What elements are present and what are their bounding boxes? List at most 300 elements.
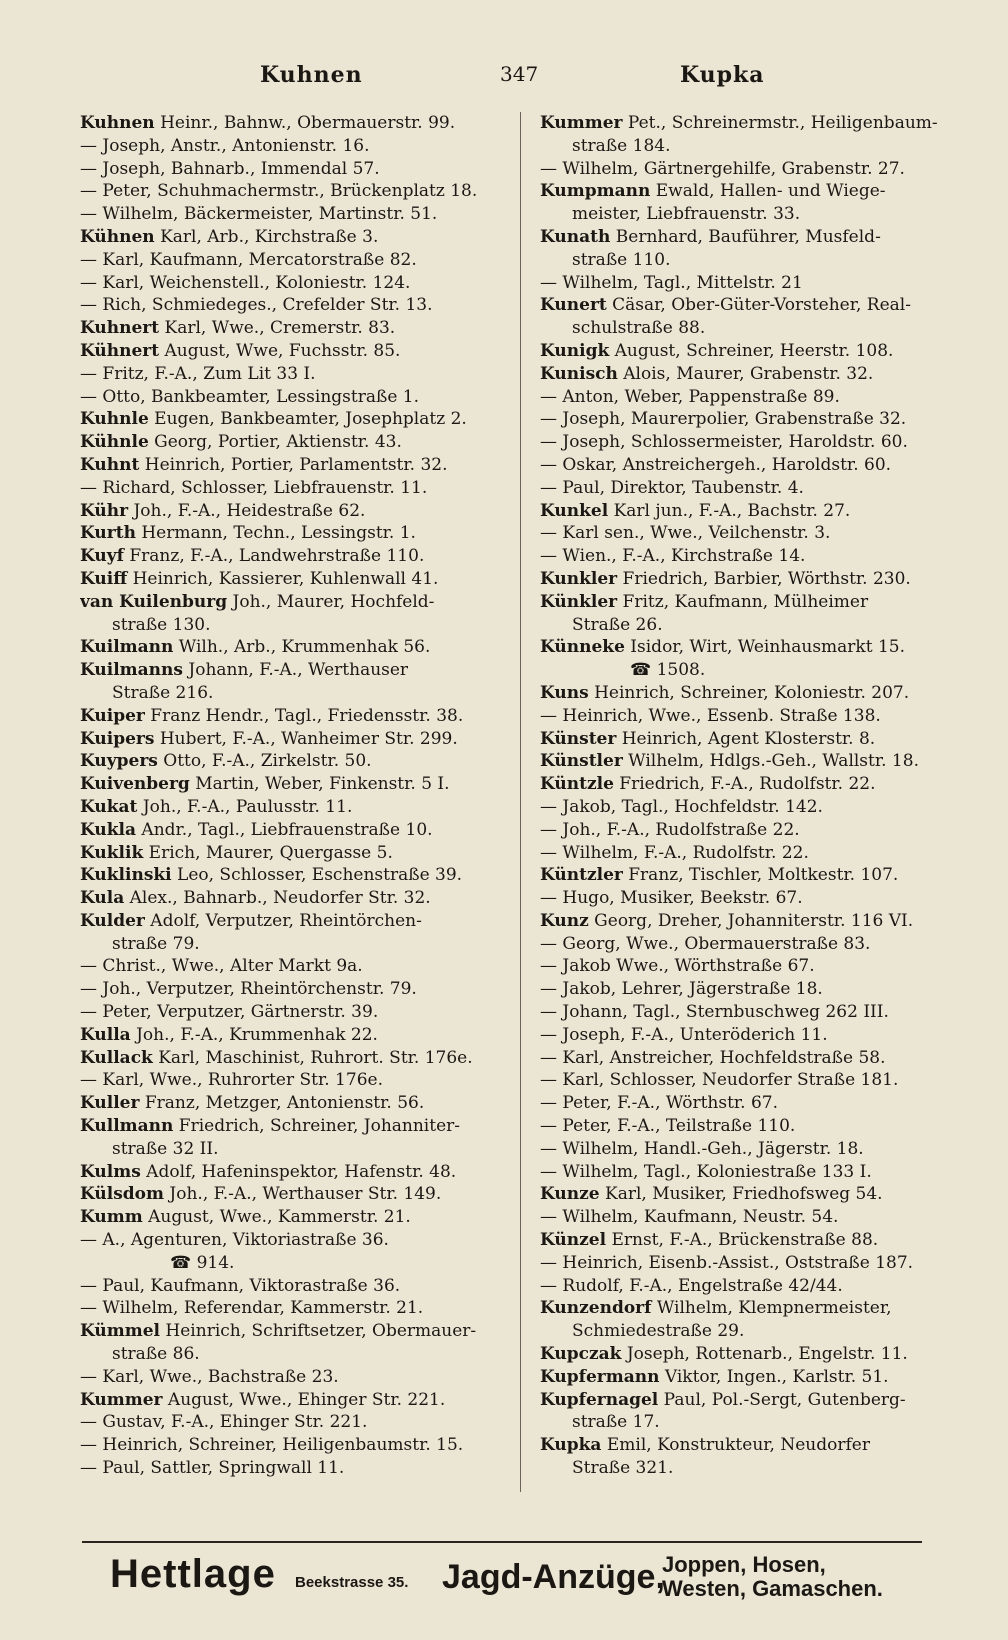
entry-name: Kurth xyxy=(80,523,136,544)
directory-entry xyxy=(80,545,504,568)
directory-entry xyxy=(540,591,964,637)
directory-entry xyxy=(80,1024,504,1047)
entry-name: — xyxy=(540,1207,563,1228)
entry-details: Alex., Bahnarb., Neudorfer Str. 32. xyxy=(124,888,431,909)
directory-entry xyxy=(540,682,964,705)
entry-name: Kuklik xyxy=(80,842,144,863)
entry-details: Hugo, Musiker, Beekstr. 67. xyxy=(562,888,803,909)
directory-entry xyxy=(80,568,504,591)
directory-entry xyxy=(80,842,504,865)
entry-name: Künneke xyxy=(540,637,625,658)
entry-continuation: schulstraße 88. xyxy=(572,318,706,339)
directory-entry xyxy=(80,340,504,363)
entry-name: — xyxy=(80,249,103,270)
entry-name: Kuipers xyxy=(80,728,155,749)
directory-entry xyxy=(540,1183,964,1206)
entry-name: Kuller xyxy=(80,1093,140,1114)
entry-details: Karl, Wwe., Cremerstr. 83. xyxy=(159,318,396,339)
entry-name: — xyxy=(80,272,103,293)
directory-entry xyxy=(80,955,504,978)
directory-entry xyxy=(80,1411,504,1434)
entry-details: Joseph, Bahnarb., Immendal 57. xyxy=(102,158,380,179)
entry-details: Franz, Metzger, Antonienstr. 56. xyxy=(139,1093,425,1114)
directory-entry xyxy=(80,249,504,272)
directory-entry xyxy=(540,454,964,477)
directory-entry xyxy=(80,773,504,796)
entry-details: Karl, Wwe., Ruhrorter Str. 176e. xyxy=(102,1070,383,1091)
column-divider xyxy=(520,112,521,1492)
entry-details: Franz, F.-A., Landwehrstraße 110. xyxy=(123,546,425,567)
entry-details: Karl, Wwe., Bachstraße 23. xyxy=(102,1366,339,1387)
entry-name: Kunkler xyxy=(540,568,618,589)
directory-entry xyxy=(80,1297,504,1320)
entry-name: Kühnert xyxy=(80,340,160,361)
entry-name: — xyxy=(540,1093,563,1114)
entry-name: — xyxy=(80,477,103,498)
directory-entry xyxy=(540,887,964,910)
entry-name: Kummer xyxy=(540,113,623,133)
entry-details: Karl, Arb., Kirchstraße 3. xyxy=(154,226,379,247)
telephone-icon: ☎ xyxy=(630,660,657,681)
entry-details: Heinrich, Portier, Parlamentstr. 32. xyxy=(139,454,448,475)
entry-details: Viktor, Ingen., Karlstr. 51. xyxy=(659,1366,889,1387)
directory-entry xyxy=(80,158,504,181)
entry-details: Heinrich, Wwe., Essenb. Straße 138. xyxy=(562,705,881,726)
directory-entry xyxy=(540,272,964,295)
directory-entry xyxy=(540,955,964,978)
entry-details: Joh., Verputzer, Rheintörchenstr. 79. xyxy=(102,979,417,1000)
entry-details: Heinrich, Schriftsetzer, Obermauer- xyxy=(160,1321,477,1342)
entry-details: Otto, Bankbeamter, Lessingstraße 1. xyxy=(102,386,420,407)
directory-entry xyxy=(80,887,504,910)
directory-entry xyxy=(80,1457,504,1480)
entry-details: Joh., F.-A., Paulusstr. 11. xyxy=(137,796,353,817)
entry-details: Georg, Dreher, Johanniterstr. 116 VI. xyxy=(588,910,914,931)
entry-name: Kupfermann xyxy=(540,1366,660,1387)
directory-entry xyxy=(540,1024,964,1047)
telephone-icon: ☎ xyxy=(170,1252,197,1273)
directory-entry xyxy=(540,408,964,431)
directory-entry xyxy=(80,1389,504,1412)
entry-name: Kuns xyxy=(540,682,589,703)
entry-details: Christ., Wwe., Alter Markt 9a. xyxy=(102,956,363,977)
entry-name: Kupka xyxy=(540,1435,602,1456)
directory-entry xyxy=(80,750,504,773)
directory-entry xyxy=(540,1138,964,1161)
entry-name: Kuivenberg xyxy=(80,774,190,795)
entry-details: Karl, Weichenstell., Koloniestr. 124. xyxy=(102,272,411,293)
entry-details: Andr., Tagl., Liebfrauenstraße 10. xyxy=(136,819,433,840)
entry-details: Friedrich, Schreiner, Johanniter- xyxy=(173,1116,460,1137)
entry-details: Wilhelm, Klempnermeister, xyxy=(651,1298,892,1319)
entry-details: Joseph, Schlossermeister, Haroldstr. 60. xyxy=(562,432,908,453)
entry-details: Rich, Schmiedeges., Crefelder Str. 13. xyxy=(102,295,433,316)
telephone-value: 1508. xyxy=(656,660,706,681)
entry-details: Joh., F.-A., Werthauser Str. 149. xyxy=(164,1184,442,1205)
advert-line-2: Westen, Gamaschen. xyxy=(662,1576,883,1601)
entry-name: — xyxy=(80,135,103,156)
entry-details: Joh., F.-A., Heidestraße 62. xyxy=(128,500,366,521)
entry-details: Karl, Kaufmann, Mercatorstraße 82. xyxy=(102,249,417,270)
directory-entry xyxy=(540,1092,964,1115)
entry-continuation: straße 110. xyxy=(572,249,671,270)
entry-name: Künkler xyxy=(540,591,618,612)
entry-name: Kuilmanns xyxy=(80,660,183,681)
entry-name: Kuhnt xyxy=(80,454,140,475)
entry-details: Franz, Tischler, Moltkestr. 107. xyxy=(622,865,899,886)
entry-name: Kummer xyxy=(80,1389,163,1410)
directory-entry xyxy=(80,272,504,295)
directory-entry xyxy=(540,386,964,409)
entry-details: Karl sen., Wwe., Veilchenstr. 3. xyxy=(562,523,831,544)
entry-name: — xyxy=(540,477,563,498)
entry-name: — xyxy=(80,204,103,225)
directory-entry xyxy=(80,135,504,158)
directory-entry xyxy=(80,1092,504,1115)
directory-entry xyxy=(540,1206,964,1229)
entry-name: — xyxy=(540,1161,563,1182)
directory-entry xyxy=(80,1001,504,1024)
directory-entry xyxy=(540,864,964,887)
entry-name: Kulms xyxy=(80,1161,141,1182)
entry-name: — xyxy=(80,363,103,384)
entry-name: Künstler xyxy=(540,751,623,772)
entry-name: — xyxy=(540,432,563,453)
entry-name: Kupczak xyxy=(540,1344,622,1365)
entry-name: — xyxy=(540,1002,563,1023)
directory-entry xyxy=(540,363,964,386)
entry-details: Richard, Schlosser, Liebfrauenstr. 11. xyxy=(102,477,428,498)
directory-entry xyxy=(80,1115,504,1161)
entry-name: Kuyf xyxy=(80,546,124,567)
directory-entry xyxy=(540,933,964,956)
directory-entry xyxy=(80,363,504,386)
entry-details: Erich, Maurer, Quergasse 5. xyxy=(143,842,393,863)
entry-details: Otto, F.-A., Zirkelstr. 50. xyxy=(157,751,372,772)
directory-entry xyxy=(540,1115,964,1138)
entry-details: Franz Hendr., Tagl., Friedensstr. 38. xyxy=(144,705,464,726)
entry-details: Joh., Maurer, Hochfeld- xyxy=(227,591,435,612)
entry-name: Kunert xyxy=(540,295,607,316)
entry-details: Heinrich, Schreiner, Koloniestr. 207. xyxy=(588,682,910,703)
entry-details: Wilhelm, Tagl., Mittelstr. 21 xyxy=(562,272,803,293)
entry-details: Martin, Weber, Finkenstr. 5 I. xyxy=(189,774,450,795)
entry-details: A., Agenturen, Viktoriastraße 36. xyxy=(102,1230,389,1251)
entry-details: Heinrich, Kassierer, Kuhlenwall 41. xyxy=(127,568,439,589)
directory-entry xyxy=(540,750,964,773)
left-column xyxy=(80,112,504,1480)
entry-name: — xyxy=(540,386,563,407)
directory-entry xyxy=(540,568,964,591)
entry-name: Kupfernagel xyxy=(540,1389,659,1410)
directory-entry xyxy=(80,1229,504,1275)
entry-name: — xyxy=(80,158,103,179)
directory-entry xyxy=(80,910,504,956)
entry-name: — xyxy=(80,956,103,977)
directory-entry xyxy=(80,796,504,819)
entry-details: Rudolf, F.-A., Engelstraße 42/44. xyxy=(562,1275,843,1296)
header-last-entry: Kupka xyxy=(680,62,765,88)
entry-continuation: straße 79. xyxy=(112,933,200,954)
entry-details: Wilhelm, Bäckermeister, Martinstr. 51. xyxy=(102,204,438,225)
entry-name: — xyxy=(80,1275,103,1296)
directory-entry xyxy=(540,545,964,568)
entry-name: Kühnle xyxy=(80,432,149,453)
directory-entry xyxy=(80,978,504,1001)
entry-details: Hermann, Techn., Lessingstr. 1. xyxy=(135,523,416,544)
directory-entry xyxy=(540,1366,964,1389)
entry-name: Külsdom xyxy=(80,1184,165,1205)
entry-details: Paul, Direktor, Taubenstr. 4. xyxy=(562,477,804,498)
directory-entry xyxy=(540,1389,964,1435)
entry-details: Karl, Musiker, Friedhofsweg 54. xyxy=(599,1184,883,1205)
entry-name: — xyxy=(540,819,563,840)
entry-details: Fritz, Kaufmann, Mülheimer xyxy=(617,591,869,612)
directory-entry xyxy=(540,294,964,340)
entry-details: Heinrich, Schreiner, Heiligenbaumstr. 15. xyxy=(102,1435,464,1456)
right-column xyxy=(540,112,964,1480)
advertisement xyxy=(80,1552,940,1622)
directory-entry xyxy=(80,728,504,751)
entry-name: Kuilmann xyxy=(80,637,174,658)
telephone-number xyxy=(540,659,964,682)
entry-name: Kuiper xyxy=(80,705,145,726)
entry-name: — xyxy=(80,979,103,1000)
directory-entry xyxy=(80,659,504,705)
advert-main: Jagd-Anzüge, xyxy=(442,1558,665,1596)
directory-entry xyxy=(540,1252,964,1275)
directory-entry xyxy=(540,1434,964,1480)
directory-entry xyxy=(80,1206,504,1229)
entry-name: — xyxy=(540,1138,563,1159)
entry-name: Kumm xyxy=(80,1207,143,1228)
entry-details: Adolf, Hafeninspektor, Hafenstr. 48. xyxy=(140,1161,457,1182)
entry-name: — xyxy=(540,454,563,475)
entry-details: August, Wwe., Kammerstr. 21. xyxy=(142,1207,411,1228)
entry-details: Johann, Tagl., Sternbuschweg 262 III. xyxy=(562,1002,889,1023)
entry-name: — xyxy=(540,1116,563,1137)
entry-details: Emil, Konstrukteur, Neudorfer xyxy=(601,1435,870,1456)
entry-details: Joh., F.-A., Krummenhak 22. xyxy=(130,1024,378,1045)
entry-details: Heinr., Bahnw., Obermauerstr. 99. xyxy=(154,113,456,133)
entry-name: Kukla xyxy=(80,819,137,840)
entry-details: Peter, F.-A., Wörthstr. 67. xyxy=(562,1093,779,1114)
entry-name: Kula xyxy=(80,888,125,909)
entry-details: Jakob Wwe., Wörthstraße 67. xyxy=(562,956,815,977)
directory-entry xyxy=(540,796,964,819)
directory-entry xyxy=(540,728,964,751)
directory-entry xyxy=(80,864,504,887)
entry-details: Georg, Wwe., Obermauerstraße 83. xyxy=(562,933,871,954)
entry-details: August, Wwe., Ehinger Str. 221. xyxy=(162,1389,446,1410)
directory-entry xyxy=(540,477,964,500)
entry-details: Hubert, F.-A., Wanheimer Str. 299. xyxy=(154,728,458,749)
entry-details: Ewald, Hallen- und Wiege- xyxy=(650,181,886,202)
directory-entry xyxy=(80,408,504,431)
entry-details: Wilh., Arb., Krummenhak 56. xyxy=(173,637,431,658)
advert-street: Beekstrasse 35. xyxy=(295,1574,409,1591)
entry-name: — xyxy=(540,956,563,977)
directory-entry xyxy=(80,294,504,317)
entry-details: Friedrich, F.-A., Rudolfstr. 22. xyxy=(613,774,876,795)
directory-entry xyxy=(80,1047,504,1070)
entry-continuation: straße 184. xyxy=(572,135,671,156)
entry-name: — xyxy=(80,1412,103,1433)
header-first-entry: Kuhnen xyxy=(260,62,363,88)
entry-name: — xyxy=(80,1298,103,1319)
entry-name: — xyxy=(540,1252,563,1273)
entry-name: — xyxy=(80,1002,103,1023)
entry-name: Kühr xyxy=(80,500,129,521)
entry-details: Paul, Sattler, Springwall 11. xyxy=(102,1458,345,1479)
entry-name: Kuhnle xyxy=(80,409,149,430)
directory-entry xyxy=(540,431,964,454)
entry-name: Küntzle xyxy=(540,774,614,795)
entry-details: Eugen, Bankbeamter, Josephplatz 2. xyxy=(148,409,467,430)
entry-details: Bernhard, Bauführer, Musfeld- xyxy=(610,226,881,247)
entry-continuation: Straße 26. xyxy=(572,614,663,635)
directory-entry xyxy=(80,226,504,249)
directory-entry xyxy=(540,978,964,1001)
directory-entry xyxy=(540,1275,964,1298)
directory-entry xyxy=(80,500,504,523)
directory-entry xyxy=(80,431,504,454)
entry-name: Künzel xyxy=(540,1230,607,1251)
entry-details: Jakob, Tagl., Hochfeldstr. 142. xyxy=(562,796,823,817)
entry-continuation: Straße 216. xyxy=(112,682,214,703)
entry-name: Kuiff xyxy=(80,568,128,589)
entry-details: Joseph, Rottenarb., Engelstr. 11. xyxy=(621,1344,908,1365)
entry-name: Kunz xyxy=(540,910,589,931)
directory-entry xyxy=(80,819,504,842)
entry-details: Peter, Verputzer, Gärtnerstr. 39. xyxy=(102,1002,379,1023)
entry-name: Kümmel xyxy=(80,1321,161,1342)
directory-entry xyxy=(80,1275,504,1298)
page-number: 347 xyxy=(500,62,539,86)
directory-entry xyxy=(80,180,504,203)
entry-details: Friedrich, Barbier, Wörthstr. 230. xyxy=(617,568,911,589)
entry-details: Peter, F.-A., Teilstraße 110. xyxy=(562,1116,796,1137)
directory-entry xyxy=(80,477,504,500)
entry-name: Kullmann xyxy=(80,1116,174,1137)
entry-name: — xyxy=(540,523,563,544)
directory-entry xyxy=(540,1001,964,1024)
entry-name: — xyxy=(540,409,563,430)
entry-details: Joh., F.-A., Rudolfstraße 22. xyxy=(562,819,800,840)
directory-entry xyxy=(540,180,964,226)
directory-entry xyxy=(80,1161,504,1184)
entry-name: — xyxy=(80,1366,103,1387)
directory-entry xyxy=(80,591,504,637)
entry-name: — xyxy=(540,546,563,567)
entry-name: — xyxy=(540,796,563,817)
entry-details: Paul, Kaufmann, Viktorastraße 36. xyxy=(102,1275,401,1296)
entry-details: Wilhelm, Handl.-Geh., Jägerstr. 18. xyxy=(562,1138,864,1159)
entry-name: — xyxy=(80,386,103,407)
entry-details: August, Wwe, Fuchsstr. 85. xyxy=(159,340,401,361)
entry-details: Karl, Maschinist, Ruhrort. Str. 176e. xyxy=(152,1047,473,1068)
entry-details: Wilhelm, Tagl., Koloniestraße 133 I. xyxy=(562,1161,872,1182)
entry-details: Joseph, Anstr., Antonienstr. 16. xyxy=(102,135,370,156)
entry-continuation: straße 17. xyxy=(572,1412,660,1433)
entry-details: Wilhelm, Hdlgs.-Geh., Wallstr. 18. xyxy=(622,751,919,772)
entry-continuation: Straße 321. xyxy=(572,1458,674,1479)
entry-name: — xyxy=(80,181,103,202)
entry-name: Kulder xyxy=(80,910,145,931)
entry-name: — xyxy=(540,272,563,293)
entry-name: — xyxy=(540,705,563,726)
entry-name: — xyxy=(80,1230,103,1251)
entry-details: Heinrich, Agent Klosterstr. 8. xyxy=(616,728,876,749)
entry-name: — xyxy=(540,842,563,863)
entry-details: Wilhelm, Kaufmann, Neustr. 54. xyxy=(562,1207,839,1228)
entry-details: Joseph, Maurerpolier, Grabenstraße 32. xyxy=(562,409,907,430)
directory-entry xyxy=(540,1343,964,1366)
directory-entry xyxy=(540,819,964,842)
entry-name: Kuklinski xyxy=(80,865,172,886)
directory-entry xyxy=(540,522,964,545)
advert-rule xyxy=(82,1541,922,1543)
directory-entry xyxy=(540,1069,964,1092)
advert-line-1: Joppen, Hosen, xyxy=(662,1552,826,1577)
entry-name: Kunigk xyxy=(540,340,610,361)
entry-name: Kühnen xyxy=(80,226,155,247)
directory-entry xyxy=(540,1229,964,1252)
entry-name: — xyxy=(80,1435,103,1456)
page-header xyxy=(80,62,948,102)
entry-name: Kunzendorf xyxy=(540,1298,652,1319)
entry-name: Kumpmann xyxy=(540,181,651,202)
entry-details: Cäsar, Ober-Güter-Vorsteher, Real- xyxy=(606,295,911,316)
entry-name: Kuhnert xyxy=(80,318,160,339)
entry-name: — xyxy=(540,1024,563,1045)
advert-brand: Hettlage xyxy=(110,1552,276,1596)
entry-details: Peter, Schuhmachermstr., Brückenplatz 18. xyxy=(102,181,478,202)
entry-continuation: Schmiedestraße 29. xyxy=(572,1321,745,1342)
directory-entry xyxy=(540,842,964,865)
entry-details: Leo, Schlosser, Eschenstraße 39. xyxy=(171,865,463,886)
entry-name: — xyxy=(80,1070,103,1091)
entry-details: Ernst, F.-A., Brückenstraße 88. xyxy=(606,1230,879,1251)
entry-name: — xyxy=(540,888,563,909)
directory-entry xyxy=(80,705,504,728)
entry-details: Jakob, Lehrer, Jägerstraße 18. xyxy=(562,979,823,1000)
entry-name: Kunisch xyxy=(540,363,618,384)
directory-entry xyxy=(540,158,964,181)
telephone-value: 914. xyxy=(196,1252,235,1273)
entry-name: Kuypers xyxy=(80,751,158,772)
directory-entry xyxy=(540,112,964,158)
directory-entry xyxy=(540,910,964,933)
directory-entry xyxy=(540,705,964,728)
directory-entry xyxy=(80,1366,504,1389)
telephone-number xyxy=(80,1252,504,1275)
directory-entry xyxy=(80,112,504,135)
entry-details: Karl jun., F.-A., Bachstr. 27. xyxy=(608,500,851,521)
directory-entry xyxy=(540,773,964,796)
directory-entry xyxy=(80,203,504,226)
entry-details: Heinrich, Eisenb.-Assist., Oststraße 187. xyxy=(562,1252,914,1273)
entry-name: Kunze xyxy=(540,1184,600,1205)
directory-entry xyxy=(540,340,964,363)
entry-details: Joseph, F.-A., Unteröderich 11. xyxy=(562,1024,828,1045)
entry-details: Johann, F.-A., Werthauser xyxy=(182,660,409,681)
directory-entry xyxy=(80,1434,504,1457)
directory-entry xyxy=(540,636,964,682)
entry-details: Wien., F.-A., Kirchstraße 14. xyxy=(562,546,806,567)
entry-details: Gustav, F.-A., Ehinger Str. 221. xyxy=(102,1412,368,1433)
entry-details: Fritz, F.-A., Zum Lit 33 I. xyxy=(102,363,316,384)
